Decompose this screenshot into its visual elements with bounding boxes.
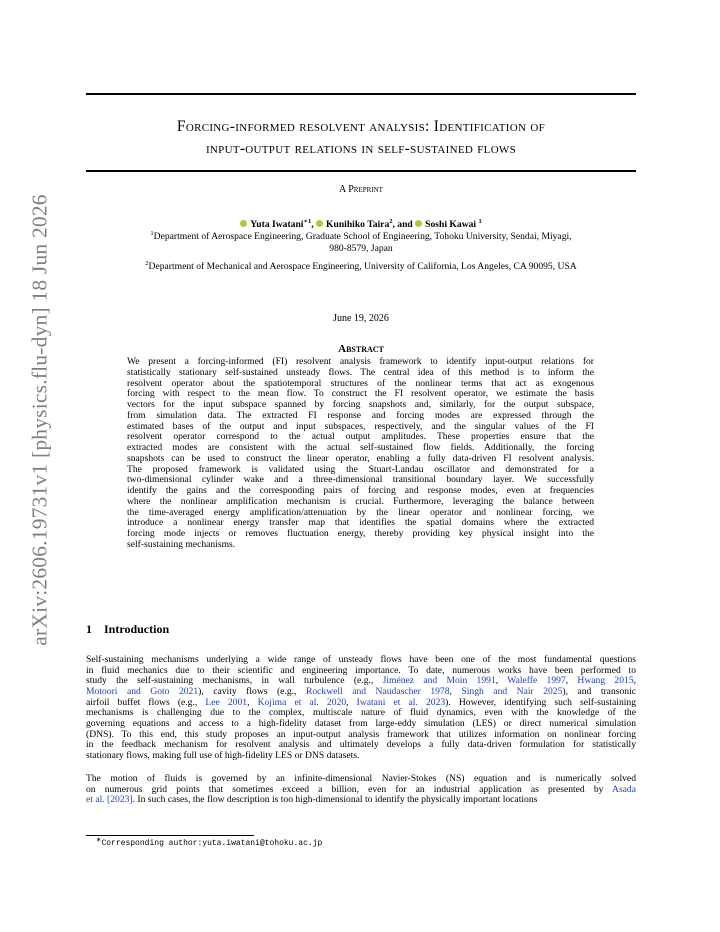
- abstract-line: The proposed framework is validated using the Stuart-Landau oscillator and demonstrated for a: [127, 463, 594, 475]
- paragraph-text: mechanisms is challenging due to the complex, multiscale nature of fluid dynamics, even with the knowledge of the: [86, 707, 636, 719]
- abstract-line: vectors for the input subspace spanned by forcing snapshots and, similarly, for the output subspace,: [127, 399, 594, 410]
- citation-link[interactable]: Jiménez and Moin 1991: [382, 675, 496, 687]
- abstract-line: We present a forcing-informed (FI) resolvent analysis framework to identify input-output relations for: [127, 356, 594, 367]
- citation-link[interactable]: Hwang 2015: [577, 675, 634, 687]
- paragraph-text: Self-sustaining mechanisms underlying a wide range of unsteady flows have been one of the most fundamental questions: [86, 654, 636, 665]
- paragraph-text: ,: [247, 696, 258, 708]
- affiliation-text: Department of Mechanical and Aerospace Engineering, University of California, Los Angeles, CA 90095, USA: [148, 261, 577, 272]
- paragraph-text: (DNS). To this end, this study proposes an input-output analysis framework that utilizes information on nonlinear forcing: [86, 728, 636, 740]
- citation-link[interactable]: Motoori and Goto 2021: [86, 685, 199, 697]
- orcid-icon[interactable]: [415, 220, 422, 227]
- citation-link[interactable]: et al. [2023]: [86, 794, 133, 806]
- paragraph-text: stationary flows, making full use of high-fidelity LES or DNS datasets.: [86, 749, 360, 761]
- footnote: [96, 836, 323, 848]
- abstract-line: extracted modes are consistent with the actual self-sustained flow fields. Additionally, the forcing: [127, 442, 594, 453]
- title-line-1: Forcing-informed resolvent analysis: Identification of: [176, 118, 546, 135]
- paragraph-text: governing equations and access to a high-fidelity dataset from large-eddy simulation (LES) or direct numerical simulation: [86, 717, 636, 729]
- section-title: Introduction: [104, 622, 170, 636]
- title-line-2: input-output relations in self-sustained flows: [205, 140, 517, 157]
- author-name: Soshi Kawai: [425, 219, 477, 230]
- affiliation-1: [86, 231, 636, 255]
- paragraph-line: [86, 751, 636, 762]
- citation-link[interactable]: Rockwell and Naudascher 1978: [305, 685, 450, 697]
- intro-paragraph-1: [86, 655, 636, 762]
- footnote-text[interactable]: Corresponding author:yuta.iwatani@tohoku.ac.jp: [101, 839, 323, 848]
- abstract-line: forcing mode injects or removes fluctuation energy, thereby providing key physical insight into the: [127, 528, 594, 539]
- author-name: Kunihiko Taira: [326, 219, 390, 230]
- author-separator: , and: [392, 219, 413, 230]
- paragraph-text: ,: [346, 696, 357, 708]
- affiliation-2: [86, 261, 636, 273]
- abstract-line: snapshots can be used to construct the linear operator, enabling a fully data-driven FI resolvent analysis.: [127, 452, 594, 464]
- author-name: Yuta Iwatani: [250, 219, 304, 230]
- paragraph-text: on numerous grid points that sometimes exceed a billion, even for an industrial application as presented by: [86, 783, 613, 795]
- paragraph-text: in fluid mechanics due to their scientific and engineering importance. To date, numerous works have been performed to: [86, 664, 636, 676]
- abstract-line: where the nonlinear amplification mechanism is crucial. Furthermore, leveraging the balance between: [127, 495, 594, 507]
- paragraph-text: in the feedback mechanism for resolvent analysis and ultimately develops a fully data-driven formulation for statistically: [86, 739, 636, 751]
- author-superscript: 2: [389, 217, 393, 225]
- paragraph-text: ,: [633, 675, 637, 687]
- paragraph-text: airfoil buffet flows (e.g.,: [86, 696, 206, 708]
- title-bottom-rule: [86, 170, 636, 172]
- affiliation-text: Department of Aerospace Engineering, Graduate School of Engineering, Tohoku University, Sendai, Miyagi,: [153, 231, 572, 242]
- arxiv-identifier[interactable]: arXiv:2606.19731v1 [physics.flu-dyn] 18 Jun 2026: [27, 194, 52, 646]
- affiliation-superscript: 2: [145, 259, 149, 267]
- abstract-line: estimated bases of the output and input subspaces, respectively, and the singular values of the FI: [127, 420, 594, 432]
- abstract-line: self-sustaining mechanisms.: [127, 538, 236, 550]
- abstract-line: introduce a nonlinear energy transfer map that identifies the spatial domains where the extracted: [127, 517, 594, 529]
- affiliation-superscript: 1: [150, 229, 154, 237]
- citation-link[interactable]: Lee 2001: [205, 696, 248, 708]
- footnote-marker: ∗: [96, 836, 102, 844]
- citation-link[interactable]: Kojima et al. 2020: [257, 696, 347, 708]
- paper-date: June 19, 2026: [333, 313, 389, 324]
- paragraph-text: ). However, identifying such self-sustaining: [445, 696, 637, 708]
- abstract-line: from simulation data. The extracted FI response and forcing modes are expressed through the: [127, 409, 594, 421]
- abstract-line: resolvent operator about the spatiotemporal structures of the nonlinear terms that act as exogenous: [127, 377, 594, 389]
- abstract-line: the time-averaged energy amplification/attenuation by the linear operator and nonlinear forcing, we: [127, 506, 594, 518]
- paragraph-text: . In such cases, the flow description is too high-dimensional to identify the physically important locations: [132, 794, 538, 806]
- abstract-line: resolvent operator correspond to the actual output amplitudes. These properties ensure that the: [127, 431, 594, 443]
- abstract-body: [127, 357, 594, 551]
- citation-link[interactable]: Waleffe 1997: [507, 675, 566, 687]
- orcid-icon[interactable]: [316, 220, 323, 227]
- paragraph-text: study the self-sustaining mechanisms, in wall turbulence (e.g.,: [86, 675, 383, 687]
- title-top-rule: [86, 93, 636, 95]
- abstract-line: identify the gains and the corresponding pairs of forcing and response modes, even at frequencies: [127, 485, 594, 496]
- author-superscript: 1: [478, 217, 482, 225]
- intro-paragraph-2: [86, 774, 636, 806]
- paragraph-text: ,: [565, 675, 578, 687]
- paragraph-line: [86, 795, 636, 806]
- abstract-line: two-dimensional cylinder wake and a three-dimensional transitional boundary layer. We successfully: [127, 474, 594, 486]
- abstract-line: forcing with respect to the mean flow. To construct the FI resolvent operator, we estimate the basis: [127, 388, 594, 400]
- section-number: 1: [86, 622, 92, 636]
- orcid-icon[interactable]: [240, 220, 247, 227]
- paragraph-text: ), and transonic: [562, 685, 636, 697]
- citation-link[interactable]: Iwatani et al. 2023: [356, 696, 446, 708]
- author-superscript: ∗1: [303, 217, 312, 225]
- paragraph-text: ,: [495, 675, 508, 687]
- citation-link[interactable]: Singh and Nair 2025: [461, 685, 563, 697]
- author-list: [86, 219, 636, 231]
- citation-link[interactable]: Asada: [612, 783, 636, 795]
- paragraph-text: The motion of fluids is governed by an infinite-dimensional Navier-Stokes (NS) equation and is numerically solved: [86, 773, 636, 784]
- abstract-line: statistically stationary self-sustained unsteady flows. The central idea of this method is to inform the: [127, 366, 594, 378]
- paper-title: [86, 116, 636, 160]
- preprint-label: A Preprint: [339, 184, 383, 195]
- author-separator: ,: [311, 219, 314, 230]
- section-heading: [86, 622, 169, 637]
- paragraph-text: ), cavity flows (e.g.,: [198, 685, 306, 697]
- affiliation-text: 980-8579, Japan: [329, 243, 393, 254]
- paragraph-text: ,: [449, 685, 462, 697]
- abstract-heading: Abstract: [338, 343, 384, 355]
- footnote-rule: [86, 835, 254, 836]
